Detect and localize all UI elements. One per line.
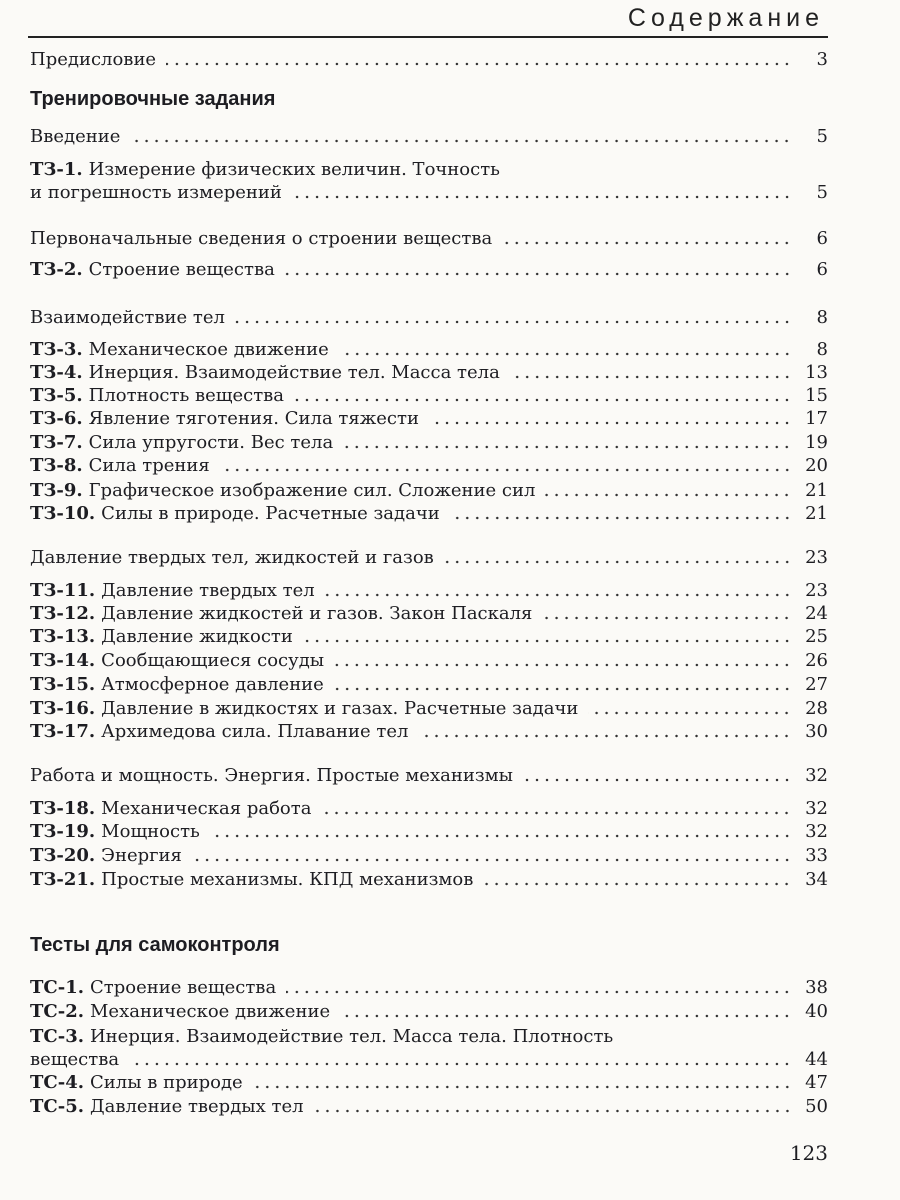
dot-leader [418,734,792,738]
toc-entry[interactable] [30,845,828,867]
entry-page: 23 [805,580,828,601]
dot-leader [588,711,792,715]
entry-page: 47 [805,1072,828,1093]
entry-code: ТЗ-16. [30,698,96,719]
entry-title: Работа и мощность. Энергия. Простые механизмы [30,765,513,786]
entry-page: 8 [816,339,828,360]
entry-title: Архимедова сила. Плавание тел [101,721,409,742]
toc-entry[interactable] [30,765,828,787]
toc-entry-preface[interactable] [30,49,828,71]
entry-title: Измерение физических величин. Точность [88,159,500,180]
toc-entry[interactable] [30,869,828,891]
entry-code: ТС-4. [30,1072,84,1093]
entry-code: ТЗ-2. [30,259,83,280]
entry-page: 28 [805,698,828,719]
entry-code: ТС-2. [30,1001,84,1022]
entry-title: вещества [30,1049,120,1070]
entry-page: 17 [805,408,828,429]
entry-title: и погрешность измерений [30,182,282,203]
entry-page: 3 [816,49,828,70]
entry-title: Давление твердых тел [89,1096,304,1117]
entry-code: ТЗ-21. [30,869,96,890]
entry-code: ТЗ-10. [30,503,96,524]
entry-code: ТЗ-5. [30,385,83,406]
entry-page: 30 [805,721,828,742]
toc-entry[interactable] [30,698,828,720]
toc-entry[interactable] [30,1049,828,1071]
entry-title: Сообщающиеся сосуды [101,650,325,671]
entry-code: ТЗ-20. [30,845,96,866]
dot-leader [334,663,792,667]
entry-title: Инерция. Взаимодействие тел. Масса тела. Плотность [89,1026,614,1047]
entry-title: Давление в жидкостях и газах. Расчетные задачи [101,698,579,719]
entry-title: Сила упругости. Вес тела [88,432,334,453]
toc-entry[interactable] [30,626,828,648]
entry-code: ТЗ-17. [30,721,96,742]
entry-title: Первоначальные сведения о строении вещества [30,228,493,249]
entry-page: 50 [805,1096,828,1117]
entry-title: Энергия [101,845,182,866]
entry-title: Силы в природе [89,1072,243,1093]
toc-entry[interactable] [30,385,828,407]
entry-code: ТЗ-6. [30,408,83,429]
dot-leader [294,398,792,402]
dot-leader [483,882,792,886]
dot-leader [286,990,792,994]
entry-code: ТС-1. [30,977,84,998]
page-number: 123 [789,1141,828,1165]
toc-entry[interactable] [30,228,828,250]
entry-title: Явление тяготения. Сила тяжести [88,408,419,429]
dot-leader [444,560,792,564]
entry-code: ТЗ-7. [30,432,83,453]
dot-leader [339,352,792,356]
entry-title: Силы в природе. Расчетные задачи [101,503,440,524]
toc-entry[interactable] [30,126,828,148]
toc-entry[interactable] [30,503,828,525]
entry-page: 33 [805,845,828,866]
toc-entry[interactable] [30,339,828,361]
entry-page: 40 [805,1001,828,1022]
dot-leader [130,139,792,143]
entry-code: ТЗ-8. [30,455,83,476]
entry-code: ТЗ-9. [30,480,83,501]
entry-page: 8 [816,307,828,328]
entry-title: Механическая работа [101,798,312,819]
entry-title: Давление жидкостей и газов. Закон Паскаля [101,603,533,624]
entry-page: 32 [805,765,828,786]
entry-title: Давление твердых тел, жидкостей и газов [30,547,434,568]
entry-title: Простые механизмы. КПД механизмов [101,869,474,890]
entry-title: Строение вещества [89,977,277,998]
entry-title: Взаимодействие тел [30,307,225,328]
dot-leader [129,1062,792,1066]
entry-code: ТЗ-18. [30,798,96,819]
dot-leader [343,445,792,449]
toc-entry[interactable] [30,182,828,204]
entry-page: 5 [816,126,828,147]
dot-leader [545,493,792,497]
toc-entry[interactable] [30,362,828,384]
dot-leader [210,834,792,838]
entry-code: ТЗ-11. [30,580,96,601]
toc-entry[interactable] [30,1001,828,1023]
dot-leader [523,778,792,782]
toc-entry[interactable] [30,674,828,696]
entry-code: ТЗ-15. [30,674,96,695]
entry-code: ТЗ-3. [30,339,83,360]
entry-title-line [30,1026,613,1048]
dot-leader [314,1109,792,1113]
entry-title: Давление жидкости [101,626,293,647]
entry-title: Мощность [101,821,200,842]
dot-leader [325,593,792,597]
toc-entry[interactable] [30,821,828,843]
entry-page: 13 [805,362,828,383]
entry-page: 27 [805,674,828,695]
entry-title: Атмосферное давление [101,674,324,695]
entry-title: Плотность вещества [88,385,285,406]
dot-leader [429,421,792,425]
entry-code: ТЗ-1. [30,159,83,180]
toc-entry[interactable] [30,259,828,281]
toc-entry[interactable] [30,603,828,625]
entry-code: ТЗ-13. [30,626,96,647]
dot-leader [166,62,792,66]
entry-title: Предисловие [30,49,157,70]
dot-leader [450,516,792,520]
dot-leader [220,468,792,472]
entry-code: ТС-5. [30,1096,84,1117]
entry-code: ТЗ-14. [30,650,96,671]
entry-page: 15 [805,385,828,406]
entry-page: 34 [805,869,828,890]
toc-entry[interactable] [30,1096,828,1118]
entry-page: 26 [805,650,828,671]
dot-leader [235,320,792,324]
dot-leader [334,687,792,691]
entry-page: 32 [805,821,828,842]
dot-leader [292,195,792,199]
toc-entry[interactable] [30,432,828,454]
entry-page: 24 [805,603,828,624]
entry-title: Сила трения [88,455,210,476]
entry-code: ТЗ-4. [30,362,83,383]
entry-title: Механическое движение [89,1001,331,1022]
entry-title: Введение [30,126,121,147]
entry-code: ТЗ-12. [30,603,96,624]
dot-leader [542,616,792,620]
entry-code: ТЗ-19. [30,821,96,842]
dot-leader [303,639,792,643]
dot-leader [321,811,792,815]
entry-title: Механическое движение [88,339,329,360]
toc-entry[interactable] [30,798,828,820]
entry-page: 20 [805,455,828,476]
dot-leader [253,1085,792,1089]
toc-entry[interactable] [30,307,828,329]
entry-page: 38 [805,977,828,998]
entry-title: Инерция. Взаимодействие тел. Масса тела [88,362,500,383]
section-heading: Тренировочные задания [30,88,276,110]
header-rule [28,36,828,38]
entry-page: 25 [805,626,828,647]
dot-leader [285,272,792,276]
toc-entry[interactable] [30,721,828,743]
entry-title: Графическое изображение сил. Сложение сил [88,480,536,501]
toc-entry[interactable] [30,455,828,477]
entry-title-line [30,159,500,181]
entry-page: 5 [816,182,828,203]
toc-entry[interactable] [30,547,828,569]
entry-page: 21 [805,480,828,501]
entry-page: 32 [805,798,828,819]
toc-entry[interactable] [30,650,828,672]
toc-entry[interactable] [30,977,828,999]
dot-leader [192,858,792,862]
dot-leader [340,1014,792,1018]
toc-entry[interactable] [30,480,828,502]
entry-page: 6 [816,259,828,280]
entry-title: Строение вещества [88,259,275,280]
entry-page: 23 [805,547,828,568]
toc-entry[interactable] [30,580,828,602]
entry-page: 6 [816,228,828,249]
entry-page: 44 [805,1049,828,1070]
entry-page: 19 [805,432,828,453]
dot-leader [502,241,792,245]
toc-entry[interactable] [30,408,828,430]
toc-entry[interactable] [30,1072,828,1094]
section-heading: Тесты для самоконтроля [30,934,280,956]
entry-code: ТС-3. [30,1026,84,1047]
entry-title: Давление твердых тел [101,580,315,601]
entry-page: 21 [805,503,828,524]
page-header-title: Содержание [627,4,824,32]
dot-leader [510,375,792,379]
